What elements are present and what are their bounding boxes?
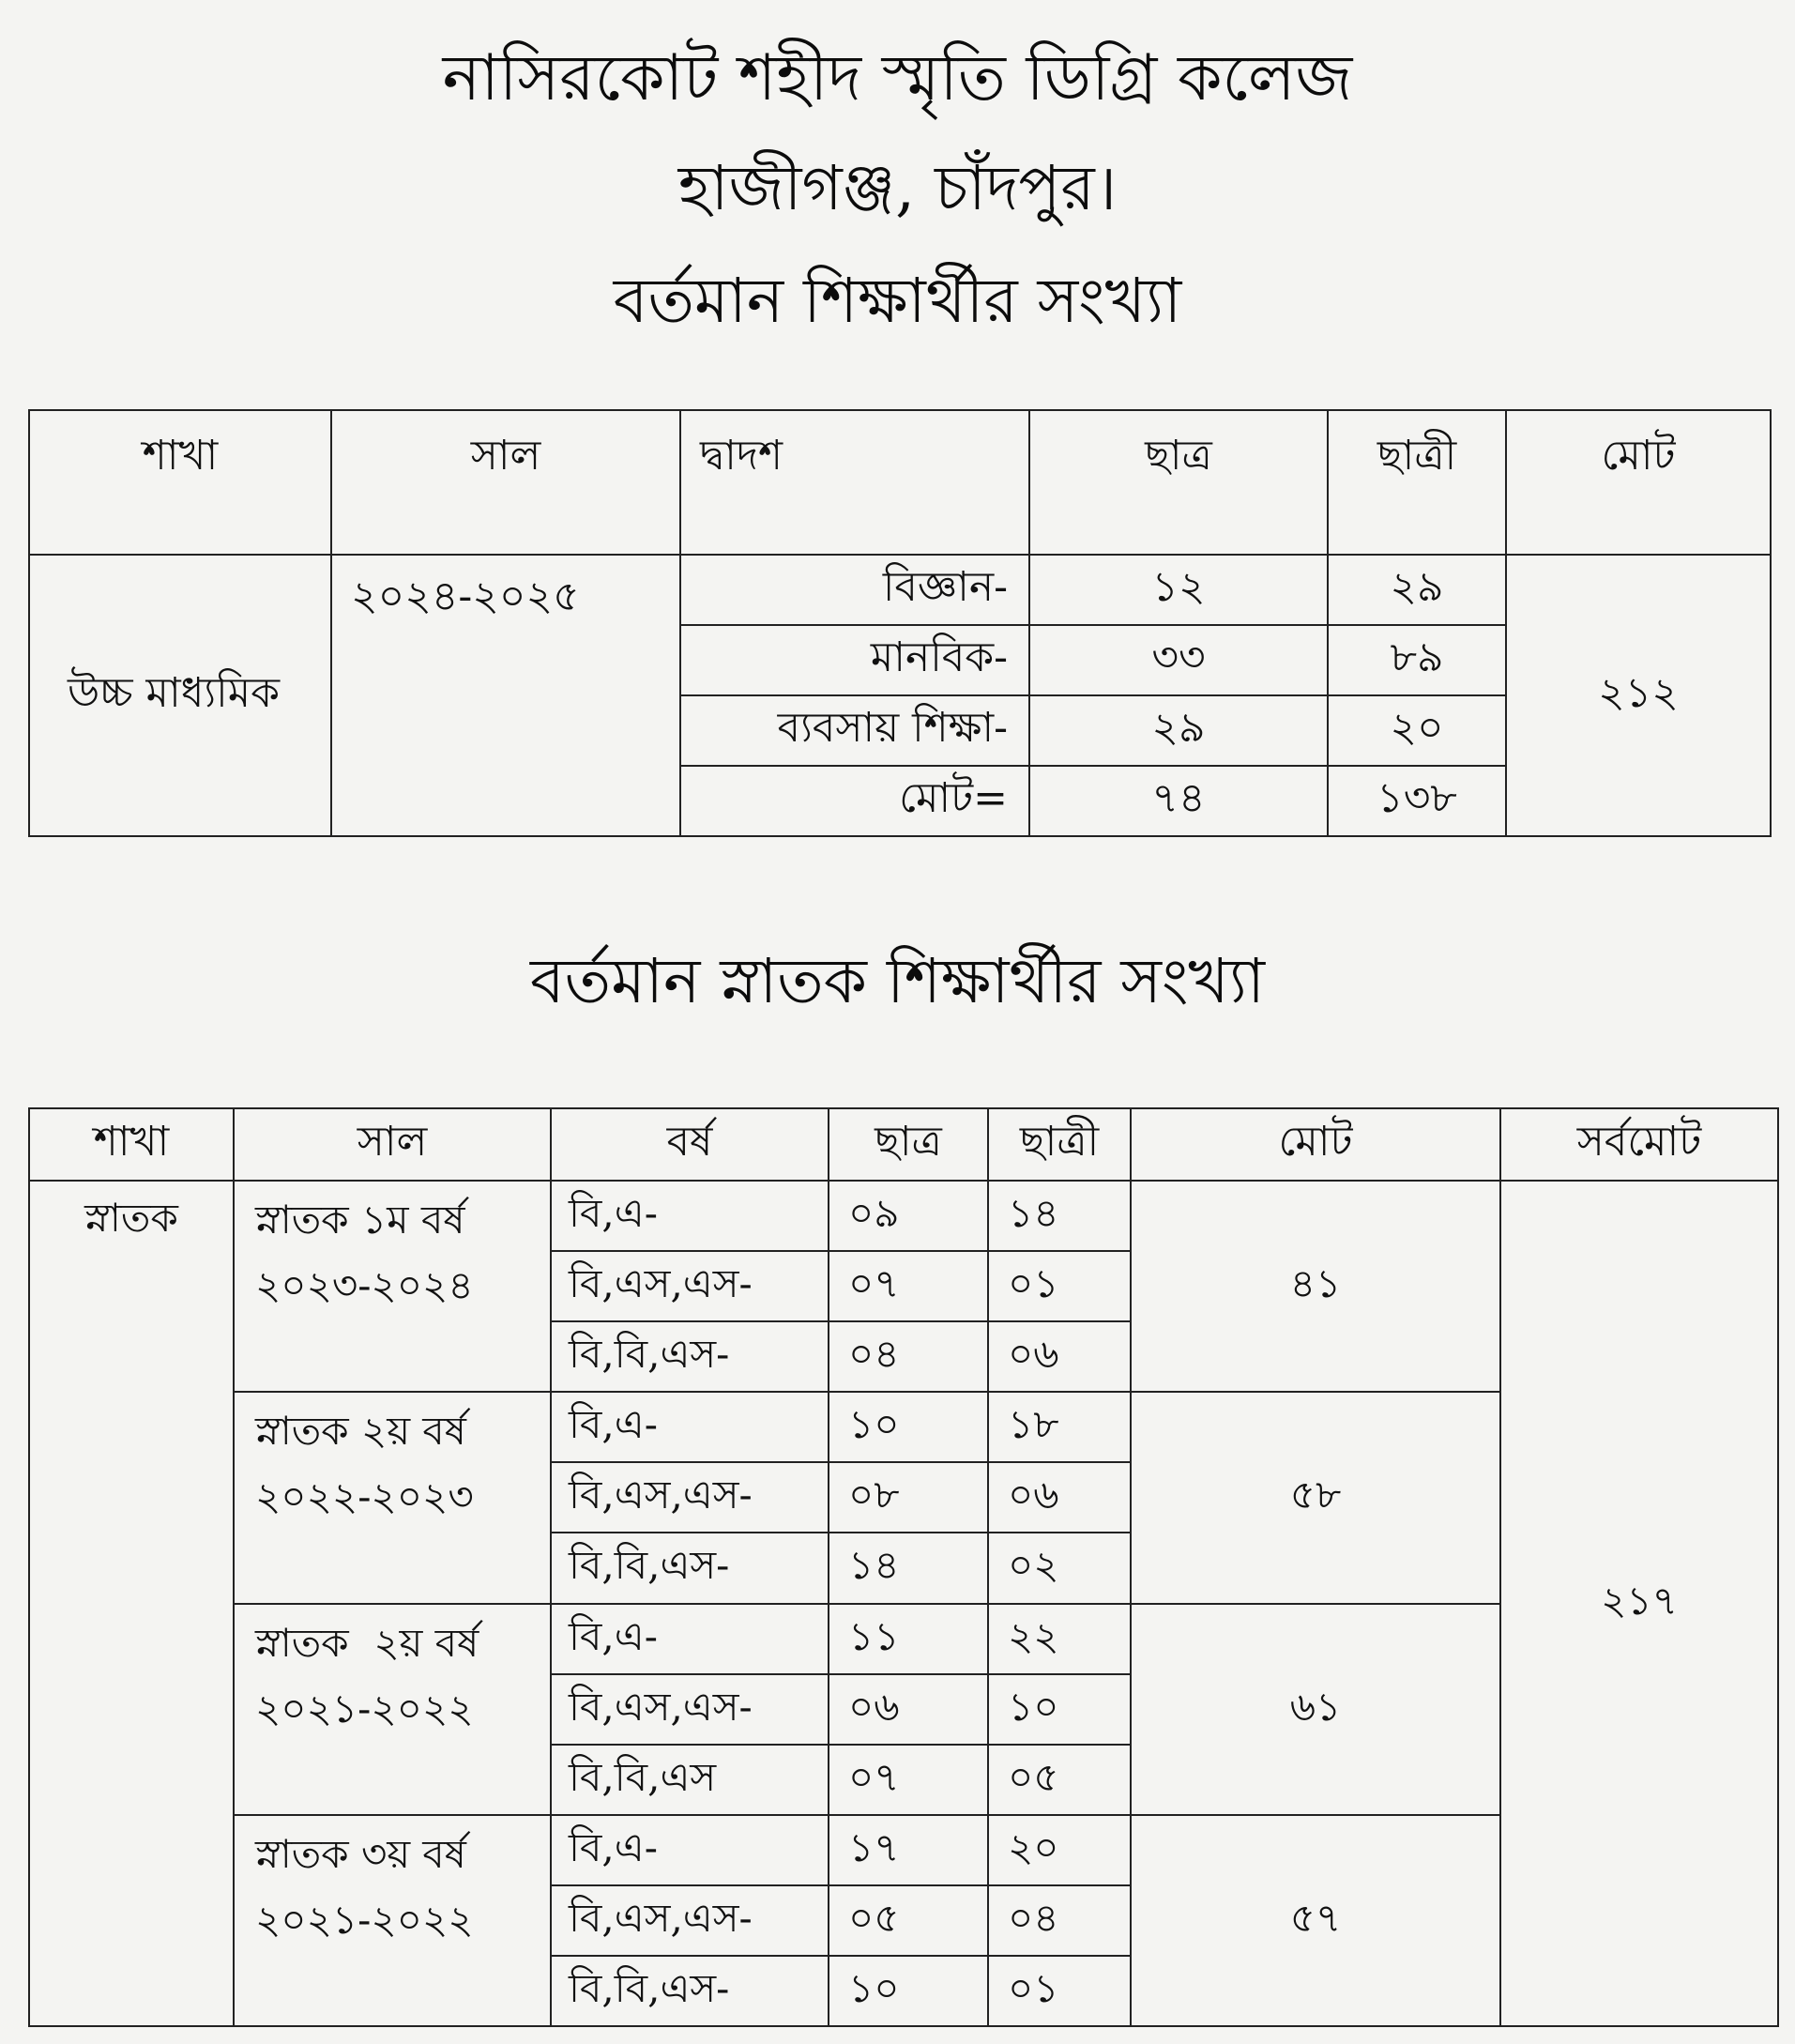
hsc-header-row [29,410,1771,555]
degree-program: বি,এ- [551,1181,829,1251]
degree-branch: স্নাতক [29,1181,234,2026]
degree-session: ২০২১-২০২২ [255,1896,474,1943]
degree-male-count: ০৮ [829,1462,988,1533]
degree-year-total: ৫৮ [1131,1392,1500,1603]
degree-female-count: ১৮ [988,1392,1131,1462]
hsc-grand-total: ২১২ [1506,555,1771,836]
degree-female-count: ০৬ [988,1462,1131,1533]
hsc-session: ২০২৪-২০২৫ [331,555,680,836]
degree-section-title: বর্তমান স্নাতক শিক্ষার্থীর সংখ্যা [529,945,1266,1017]
degree-session: ২০২২-২০২৩ [255,1473,474,1520]
degree-program: বি,এস,এস- [551,1462,829,1533]
degree-male-count: ০৫ [829,1885,988,1956]
table-row [29,1181,1778,1251]
hsc-header-male: ছাত্র [1029,410,1328,555]
degree-year-cell [234,1392,551,1603]
degree-male-count: ১০ [829,1956,988,2026]
degree-student-table [28,1107,1779,2027]
degree-year-cell [234,1181,551,1392]
degree-year-label: স্নাতক ২য় বর্ষ [255,1408,466,1455]
degree-female-count: ০৪ [988,1885,1131,1956]
degree-header-total: মোট [1131,1108,1500,1181]
degree-header-row [29,1108,1778,1181]
degree-header-female: ছাত্রী [988,1108,1131,1181]
degree-male-count: ০৭ [829,1745,988,1815]
degree-header-male: ছাত্র [829,1108,988,1181]
degree-male-count: ১৪ [829,1533,988,1603]
degree-female-count: ২২ [988,1604,1131,1674]
degree-male-count: ০৭ [829,1251,988,1321]
degree-program: বি,বি,এস- [551,1533,829,1603]
degree-program: বি,বি,এস [551,1745,829,1815]
hsc-female-count: ২৯ [1328,555,1506,625]
degree-year-label: স্নাতক ১ম বর্ষ [255,1197,465,1243]
degree-program: বি,বি,এস- [551,1956,829,2026]
hsc-stream: ব্যবসায় শিক্ষা- [680,695,1029,766]
degree-male-count: ০৪ [829,1321,988,1392]
degree-female-count: ১৪ [988,1181,1131,1251]
degree-session: ২০২৩-২০২৪ [255,1262,474,1309]
degree-male-count: ১৭ [829,1815,988,1885]
degree-program: বি,এস,এস- [551,1251,829,1321]
degree-female-count: ০১ [988,1956,1131,2026]
degree-male-count: ০৬ [829,1674,988,1745]
hsc-header-branch: শাখা [29,410,331,555]
degree-male-count: ১০ [829,1392,988,1462]
degree-female-count: ২০ [988,1815,1131,1885]
degree-program: বি,এস,এস- [551,1674,829,1745]
hsc-female-count: ১৩৮ [1328,766,1506,836]
degree-male-count: ০৯ [829,1181,988,1251]
degree-header-stream: বর্ষ [551,1108,829,1181]
degree-program: বি,এস,এস- [551,1885,829,1956]
degree-female-count: ০৬ [988,1321,1131,1392]
degree-male-count: ১১ [829,1604,988,1674]
degree-program: বি,বি,এস- [551,1321,829,1392]
table-row [29,555,1771,625]
hsc-section-title: বর্তমান শিক্ষার্থীর সংখ্যা [613,265,1182,337]
hsc-header-year: সাল [331,410,680,555]
hsc-stream: মোট= [680,766,1029,836]
hsc-header-female: ছাত্রী [1328,410,1506,555]
degree-year-label: স্নাতক ৩য় বর্ষ [255,1830,466,1877]
degree-female-count: ০২ [988,1533,1131,1603]
degree-year-cell [234,1604,551,1815]
hsc-female-count: ২০ [1328,695,1506,766]
hsc-level: উচ্চ মাধ্যমিক [29,555,331,836]
hsc-header-total: মোট [1506,410,1771,555]
college-location: হাজীগঞ্জ, চাঁদপুর। [677,152,1118,224]
hsc-male-count: ৩৩ [1029,625,1328,695]
hsc-header-class: দ্বাদশ [680,410,1029,555]
degree-header-grand-total: সর্বমোট [1500,1108,1778,1181]
degree-year-total: ৪১ [1131,1181,1500,1392]
degree-session: ২০২১-২০২২ [255,1685,474,1731]
degree-year-total: ৬১ [1131,1604,1500,1815]
degree-year-total: ৫৭ [1131,1815,1500,2026]
degree-female-count: ০১ [988,1251,1131,1321]
degree-year-cell [234,1815,551,2026]
degree-header-year: সাল [234,1108,551,1181]
degree-program: বি,এ- [551,1815,829,1885]
hsc-male-count: ২৯ [1029,695,1328,766]
hsc-student-table [28,409,1772,837]
hsc-male-count: ৭৪ [1029,766,1328,836]
degree-program: বি,এ- [551,1604,829,1674]
hsc-stream: মানবিক- [680,625,1029,695]
degree-grand-total: ২১৭ [1500,1181,1778,2026]
degree-female-count: ০৫ [988,1745,1131,1815]
degree-program: বি,এ- [551,1392,829,1462]
hsc-female-count: ৮৯ [1328,625,1506,695]
hsc-stream: বিজ্ঞান- [680,555,1029,625]
degree-year-label: স্নাতক ২য় বর্ষ [255,1619,479,1666]
degree-female-count: ১০ [988,1674,1131,1745]
degree-header-branch: শাখা [29,1108,234,1181]
hsc-male-count: ১২ [1029,555,1328,625]
college-name: নাসিরকোট শহীদ স্মৃতি ডিগ্রি কলেজ [442,41,1353,115]
